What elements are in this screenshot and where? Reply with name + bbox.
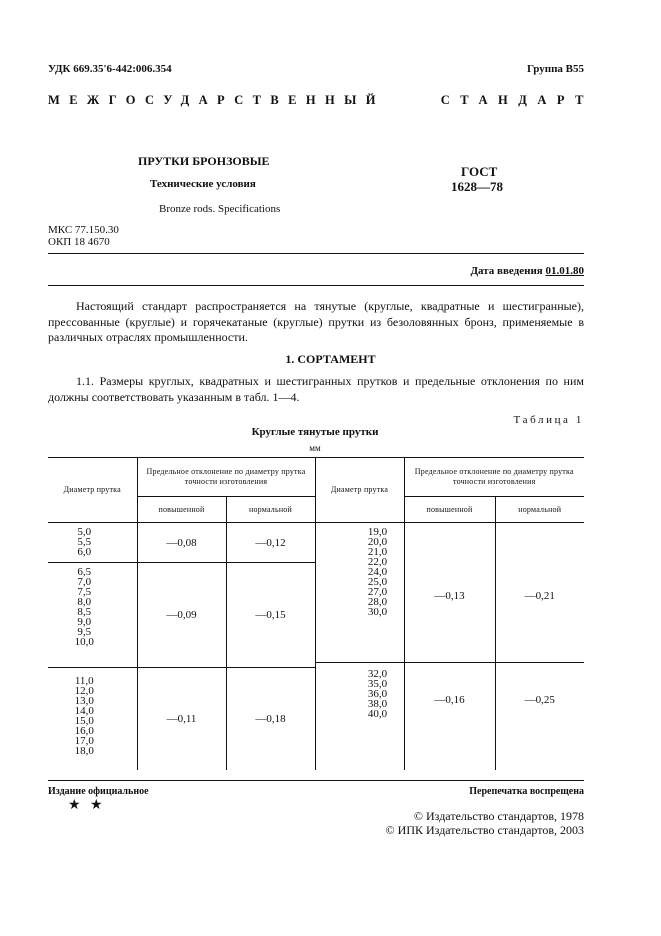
left-group-2-diameters	[48, 563, 137, 668]
diameter-value: 14,0	[74, 705, 94, 717]
divider-footer	[48, 780, 584, 781]
banner-left: МЕЖГОСУДАРСТВЕННЫЙ	[48, 93, 385, 107]
diameter-value: 10,0	[74, 636, 94, 648]
reprint-prohibited: Перепечатка воспрещена	[469, 786, 584, 797]
header-normal-left: нормальной	[226, 497, 315, 523]
diameter-value: 15,0	[74, 715, 94, 727]
diameter-value: 6,0	[77, 546, 92, 558]
right-group-1-increased: —0,13	[404, 523, 495, 663]
left-group-3-normal: —0,18	[226, 668, 315, 770]
diameter-value: 40,0	[367, 708, 388, 720]
diameter-value: 19,0	[367, 526, 388, 538]
okp-code: ОКП 18 4670	[48, 236, 110, 248]
table-round-drawn-rods	[48, 457, 584, 770]
diameter-value: 7,0	[77, 576, 92, 588]
header-diameter-left: Диаметр прутка	[48, 458, 137, 523]
diameter-value: 5,5	[77, 536, 92, 548]
header-increased-right: повышенной	[404, 497, 495, 523]
diameter-value: 28,0	[367, 596, 388, 608]
divider-top	[48, 253, 584, 254]
diameter-value: 24,0	[367, 566, 388, 578]
diameter-value: 21,0	[367, 546, 388, 558]
header-deviation-right: Предельное отклонение по диаметру прутка точности изготовления	[404, 458, 584, 497]
diameter-value: 35,0	[367, 678, 388, 690]
intro-date	[470, 265, 584, 277]
diameter-value: 20,0	[367, 536, 388, 548]
table-row	[48, 523, 584, 563]
banner-right: СТАНДАРТ	[440, 93, 594, 107]
left-group-2-increased: —0,09	[137, 563, 226, 668]
diameter-value: 11,0	[74, 675, 94, 687]
diameter-value: 16,0	[74, 725, 94, 737]
diameter-value: 13,0	[74, 695, 94, 707]
diameter-value: 36,0	[367, 688, 388, 700]
diameter-value: 17,0	[74, 735, 94, 747]
divider-intro	[48, 285, 584, 286]
header-normal-right: нормальной	[495, 497, 584, 523]
diameter-value: 8,0	[77, 596, 92, 608]
diameter-value: 6,5	[77, 566, 92, 578]
left-group-1-diameters	[48, 523, 137, 563]
table-title: Круглые тянутые прутки	[251, 426, 379, 438]
left-group-3-diameters	[48, 668, 137, 770]
diameter-value: 12,0	[74, 685, 94, 697]
copyright-2003: © ИПК Издательство стандартов, 2003	[385, 823, 584, 837]
diameter-value: 22,0	[367, 556, 388, 568]
table-unit: мм	[309, 443, 321, 453]
intro-date-value: 01.01.80	[545, 265, 584, 277]
diameter-value: 32,0	[367, 668, 388, 680]
left-group-1-normal: —0,12	[226, 523, 315, 563]
diameter-value: 38,0	[367, 698, 388, 710]
diameter-value: 18,0	[74, 745, 94, 757]
diameter-value: 9,5	[77, 626, 92, 638]
diameter-value: 7,5	[77, 586, 92, 598]
diameter-value: 9,0	[77, 616, 92, 628]
header-deviation-left: Предельное отклонение по диаметру прутка точности изготовления	[137, 458, 315, 497]
document-title: ПРУТКИ БРОНЗОВЫЕ	[138, 154, 270, 168]
header-increased-left: повышенной	[137, 497, 226, 523]
left-group-1-increased: —0,08	[137, 523, 226, 563]
gost-label: ГОСТ	[461, 164, 498, 179]
right-group-2-increased: —0,16	[404, 663, 495, 770]
left-group-2-normal: —0,15	[226, 563, 315, 668]
diameter-value: 8,5	[77, 606, 92, 618]
stars-mark: ★ ★	[68, 798, 106, 813]
right-group-2-normal: —0,25	[524, 694, 555, 706]
intro-date-label: Дата введения	[470, 265, 543, 277]
right-group-1-normal: —0,21	[495, 523, 584, 663]
section-heading: 1. СОРТАМЕНТ	[285, 352, 376, 366]
clause-1-1: 1.1. Размеры круглых, квадратных и шестигранных прутков и предельные отклонения по ним должны соответствовать указанным в табл. 1—4.	[48, 374, 584, 404]
mks-code: МКС 77.150.30	[48, 224, 119, 236]
udc-code: УДК 669.35'6-442:006.354	[48, 63, 172, 75]
diameter-value: 25,0	[367, 576, 388, 588]
group-code: Группа B55	[526, 63, 584, 75]
right-group-2-diameters	[315, 663, 404, 770]
standard-banner	[48, 93, 594, 108]
diameter-value: 27,0	[367, 586, 388, 598]
header-diameter-right: Диаметр прутка	[315, 458, 404, 523]
official-edition: Издание официальное	[48, 786, 149, 797]
intro-paragraph: Настоящий стандарт распространяется на тянутые (круглые, квадратные и шестигранные), прессованные (круглые) и горячекатаные (круглые) прутки из безоловянных бронз, применяемые в различных отраслях промышленности.	[48, 299, 584, 344]
gost-number: 1628—78	[451, 179, 503, 194]
table-label: Таблица 1	[513, 414, 584, 426]
right-group-1-diameters	[315, 523, 404, 663]
left-group-3-increased: —0,11	[137, 668, 226, 770]
copyright-1978: © Издательство стандартов, 1978	[413, 809, 584, 823]
diameter-value: 30,0	[367, 606, 388, 618]
diameter-value: 5,0	[77, 526, 92, 538]
english-title: Bronze rods. Specifications	[159, 203, 281, 215]
document-subtitle: Технические условия	[150, 178, 256, 190]
